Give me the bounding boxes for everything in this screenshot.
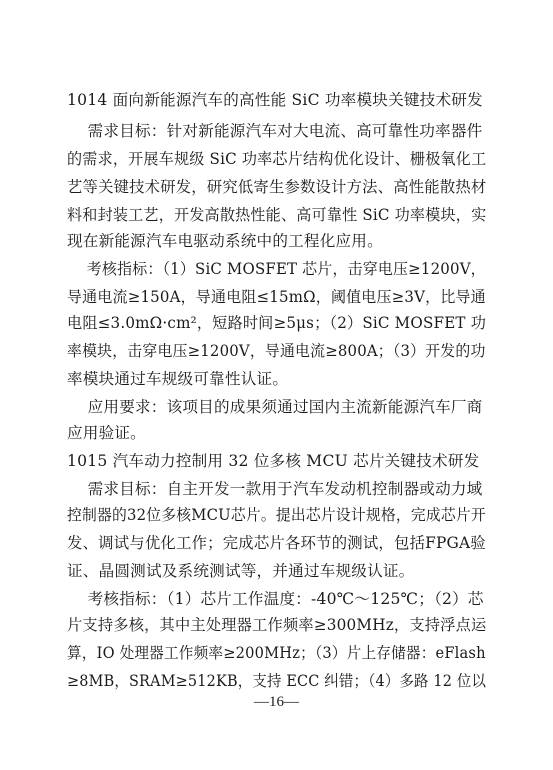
paragraph-line: 片支持多核，其中主处理器工作频率≥300MHz，支持浮点运 (67, 616, 487, 634)
paragraph-line: 应用要求：该项目的成果须通过国内主流新能源汽车厂商 (67, 398, 483, 416)
paragraph-line: 料和封装工艺，开发高散热性能、高可靠性 SiC 功率模块，实 (67, 206, 487, 224)
section-heading-1015: 1015 汽车动力控制用 32 位多核 MCU 芯片关键技术研发 (67, 452, 480, 470)
paragraph-line: 艺等关键技术研发，研究低寄生参数设计方法、高性能散热材 (67, 178, 487, 196)
paragraph-line: 电阻≤3.0mΩ·cm²，短路时间≥5μs；（2）SiC MOSFET 功 (67, 314, 487, 332)
paragraph-line: 考核指标：（1）SiC MOSFET 芯片，击穿电压≥1200V， (67, 260, 486, 278)
paragraph-line: 考核指标：（1）芯片工作温度：-40℃～125℃；（2）芯 (67, 590, 484, 608)
page-number: —16— (254, 694, 299, 710)
paragraph-line: 导通电流≥150A，导通电阻≤15mΩ，阈值电压≥3V，比导通 (67, 288, 486, 306)
paragraph-line: 证、晶圆测试及系统测试等，并通过车规级认证。 (67, 562, 415, 580)
paragraph-line: ≥8MB，SRAM≥512KB，支持 ECC 纠错；（4）多路 12 位以 (67, 672, 487, 690)
paragraph-line: 需求目标：自主开发一款用于汽车发动机控制器或动力域 (67, 480, 483, 498)
paragraph-line: 率模块通过车规级可靠性认证。 (67, 370, 289, 388)
paragraph-line: 现在新能源汽车电驱动系统中的工程化应用。 (67, 232, 383, 250)
paragraph-line: 发、调试与优化工作；完成芯片各环节的测试，包括FPGA验 (67, 534, 486, 552)
paragraph-line: 应用验证。 (67, 424, 146, 442)
paragraph-line: 需求目标：针对新能源汽车对大电流、高可靠性功率器件 (67, 122, 483, 140)
paragraph-line: 的需求，开展车规级 SiC 功率芯片结构优化设计、栅极氧化工 (67, 150, 487, 168)
section-heading-1014: 1014 面向新能源汽车的高性能 SiC 功率模块关键技术研发 (67, 91, 483, 109)
paragraph-line: 算，IO 处理器工作频率≥200MHz；（3）片上存储器：eFlash (67, 644, 486, 662)
paragraph-line: 控制器的32位多核MCU芯片。提出芯片设计规格，完成芯片开 (67, 506, 486, 524)
paragraph-line: 率模块，击穿电压≥1200V，导通电流≥800A；（3）开发的功 (67, 342, 486, 360)
